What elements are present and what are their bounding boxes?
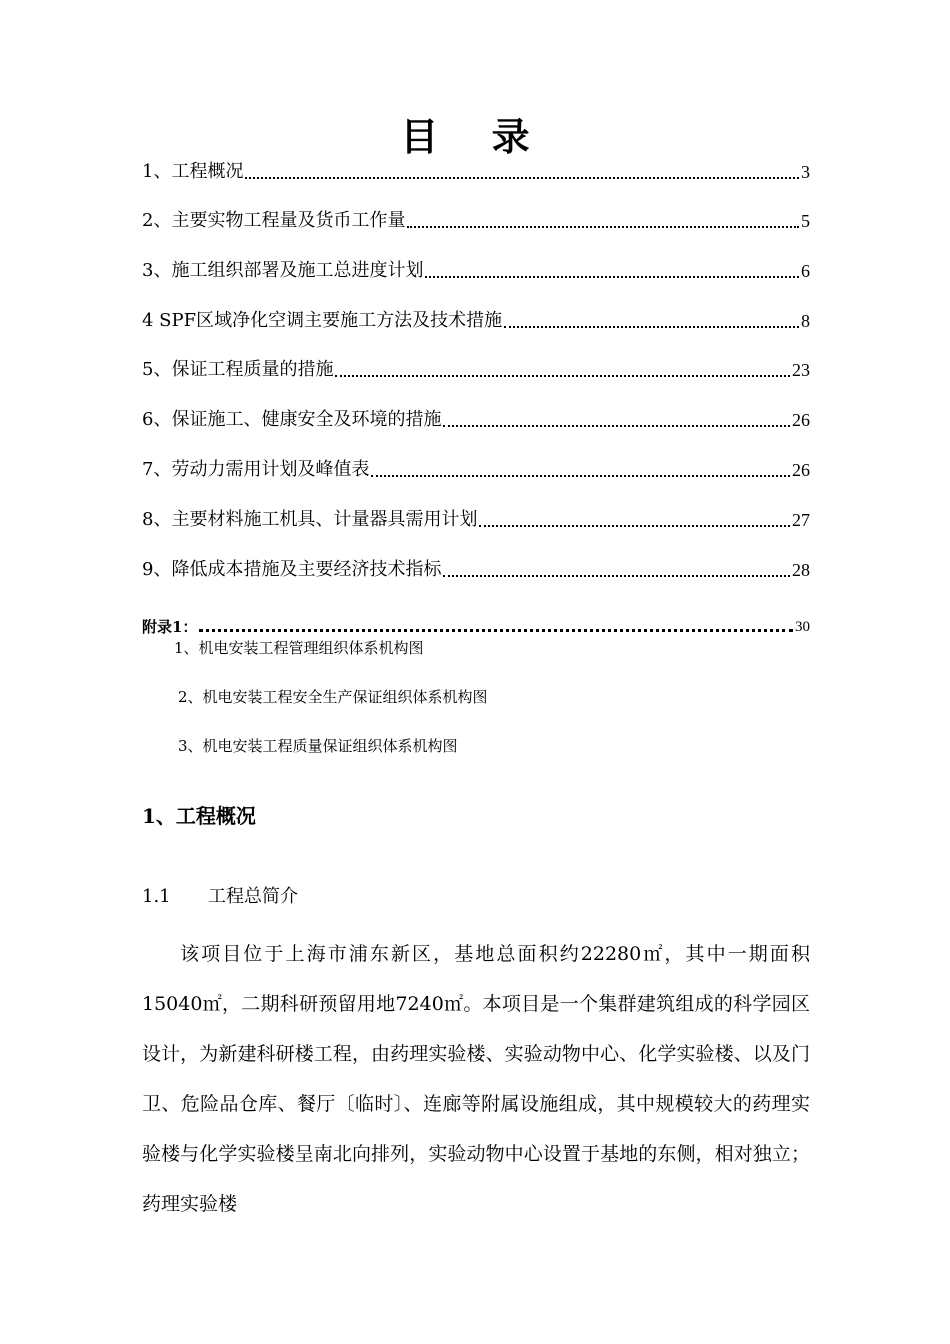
toc-entry[interactable] (142, 555, 810, 583)
toc-entry-label: 6、保证施工、健康安全及环境的措施 (142, 409, 442, 430)
subsection-number: 1.1 (142, 886, 171, 907)
toc-appendix-entry[interactable] (142, 612, 810, 640)
toc-entry-label: 3、施工组织部署及施工总进度计划 (142, 260, 424, 281)
toc-leader-dots (443, 424, 790, 427)
subsection-title: 工程总简介 (208, 886, 298, 907)
toc-entry-label: 1、工程概况 (142, 161, 244, 182)
toc-entry-page: 23 (792, 360, 810, 380)
toc-entry[interactable] (142, 306, 810, 334)
toc-entry-page: 28 (792, 560, 810, 580)
toc-appendix-page: 30 (795, 619, 810, 635)
appendix-item: 3、机电安装工程质量保证组织体系机构图 (178, 737, 458, 755)
toc-entry-label: 9、降低成本措施及主要经济技术指标 (142, 559, 442, 580)
appendix-item: 1、机电安装工程管理组织体系机构图 (174, 639, 424, 657)
toc-leader-dots (245, 176, 799, 179)
toc-entry-label: 4 SPF区域净化空调主要施工方法及技术措施 (142, 310, 503, 331)
toc-leader-dots (443, 574, 790, 577)
toc-entry-page: 6 (801, 261, 810, 281)
toc-entry-page: 26 (792, 410, 810, 430)
toc-entry[interactable] (142, 206, 810, 234)
toc-title: 目 录 (400, 114, 550, 159)
toc-entry-label: 5、保证工程质量的措施 (142, 359, 334, 380)
toc-leader-dots (407, 225, 799, 228)
toc-leader-dots (199, 628, 793, 632)
toc-entry-label: 7、劳动力需用计划及峰值表 (142, 459, 370, 480)
toc-leader-dots (479, 524, 790, 527)
section-heading: 1、工程概况 (142, 804, 256, 828)
toc-entry-page: 3 (801, 162, 810, 182)
body-paragraph: 该项目位于上海市浦东新区，基地总面积约22280㎡，其中一期面积15040㎡，二期科研预留用地7240㎡。本项目是一个集群建筑组成的科学园区设计，为新建科研楼工程，由药理实验楼、实验动物中心、化学实验楼、以及门卫、危险品仓库、餐厅〔临时〕、连廊等附属设施组成，其中规模较大的药理实验楼与化学实验楼呈南北向排列，实验动物中心设置于基地的东侧，相对独立；药理实验楼 (142, 943, 810, 1215)
toc-entry-label: 8、主要材料施工机具、计量器具需用计划 (142, 509, 478, 530)
toc-entry[interactable] (142, 505, 810, 533)
toc-entry-page: 8 (801, 311, 810, 331)
toc-leader-dots (425, 275, 799, 278)
toc-entry[interactable] (142, 256, 810, 284)
toc-entry[interactable] (142, 405, 810, 433)
toc-entry-page: 5 (801, 211, 810, 231)
subsection-heading (142, 884, 298, 910)
toc-entry-page: 27 (792, 510, 810, 530)
toc-leader-dots (504, 325, 799, 328)
toc-entry-label: 2、主要实物工程量及货币工作量 (142, 210, 406, 231)
toc-entry-page: 26 (792, 460, 810, 480)
toc-entry[interactable] (142, 157, 810, 185)
toc-leader-dots (371, 474, 790, 477)
toc-leader-dots (335, 374, 790, 377)
toc-entry[interactable] (142, 355, 810, 383)
appendix-item: 2、机电安装工程安全生产保证组织体系机构图 (178, 688, 488, 706)
toc-appendix-label: 附录1： (142, 618, 198, 636)
toc-entry[interactable] (142, 455, 810, 483)
